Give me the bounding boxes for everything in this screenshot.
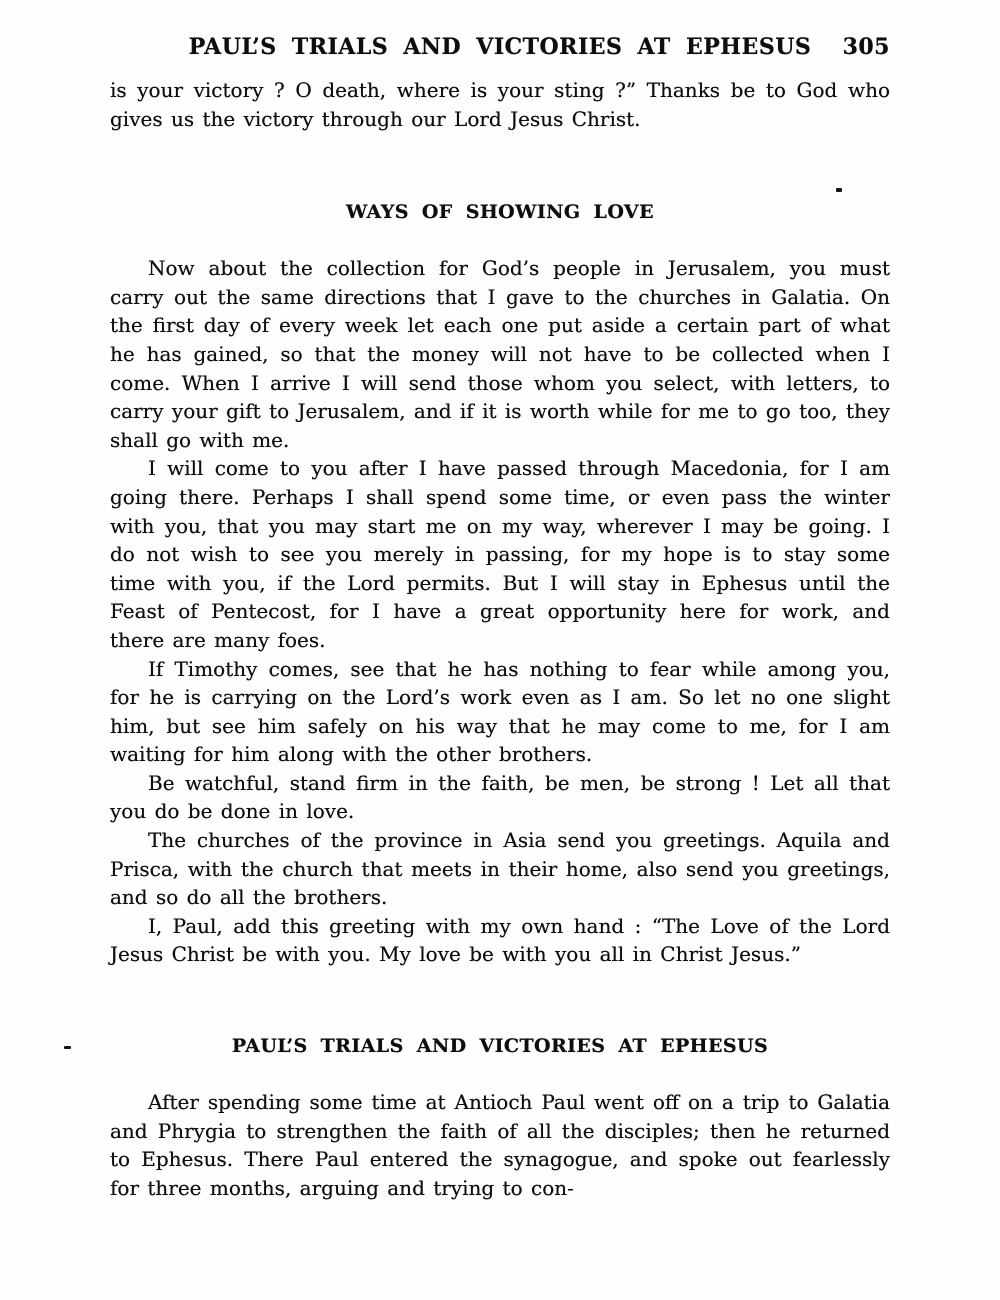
running-header xyxy=(110,34,890,60)
page-number: 305 xyxy=(842,34,890,60)
section-heading-pauls-trials: PAUL’S TRIALS AND VICTORIES AT EPHESUS xyxy=(231,1035,769,1058)
paragraph: Now about the collection for God’s people in Jerusalem, you must carry out the same directions that I gave to the churches in Galatia. On the first day of every week let each one put aside a certain part of what he has gained, so that the money will not have to be collected when I come. When I arrive I will send those whom you select, with letters, to carry your gift to Jerusalem, and if it is worth while for me to go too, they shall go with me. xyxy=(110,256,890,452)
paragraph: If Timothy comes, see that he has nothing to fear while among you, for he is carrying on the Lord’s work even as I am. So let no one slight him, but see him safely on his way that he may come to me, for I am waiting for him along with the other brothers. xyxy=(110,656,890,767)
intro-paragraph: is your victory ? O death, where is your sting ?” Thanks be to God who gives us the victory through our Lord Jesus Christ. xyxy=(110,78,890,131)
section-heading-ways-of-showing-love: WAYS OF SHOWING LOVE xyxy=(346,201,654,224)
paragraph: The churches of the province in Asia send you greetings. Aquila and Prisca, with the church that meets in their home, also send you greetings, and so do all the brothers. xyxy=(110,828,890,910)
paragraph: I, Paul, add this greeting with my own hand : “The Love of the Lord Jesus Christ be with you. My love be with you all in Christ Jesus.” xyxy=(110,913,890,967)
scan-artifact-speck xyxy=(64,1046,71,1049)
paragraph: After spending some time at Antioch Paul went off on a trip to Galatia and Phrygia to strengthen the faith of all the disciples; then he returned to Ephesus. There Paul entered the synagogue, and spoke out fearlessly for three months, arguing and trying to con- xyxy=(110,1090,890,1200)
text-block xyxy=(110,76,890,1202)
paragraph: Be watchful, stand firm in the faith, be men, be strong ! Let all that you do be done in love. xyxy=(110,770,890,824)
paragraph: I will come to you after I have passed through Macedonia, for I am going there. Perhaps I shall spend some time, or even pass the winter with you, that you may start me on my way, wherever I may be going. I do not wish to see you merely in passing, for my hope is to stay some time with you, if the Lord permits. But I will stay in Ephesus until the Feast of Pentecost, for I have a great opportunity here for work, and there are many foes. xyxy=(110,456,890,652)
running-header-title: PAUL’S TRIALS AND VICTORIES AT EPHESUS xyxy=(188,34,812,60)
